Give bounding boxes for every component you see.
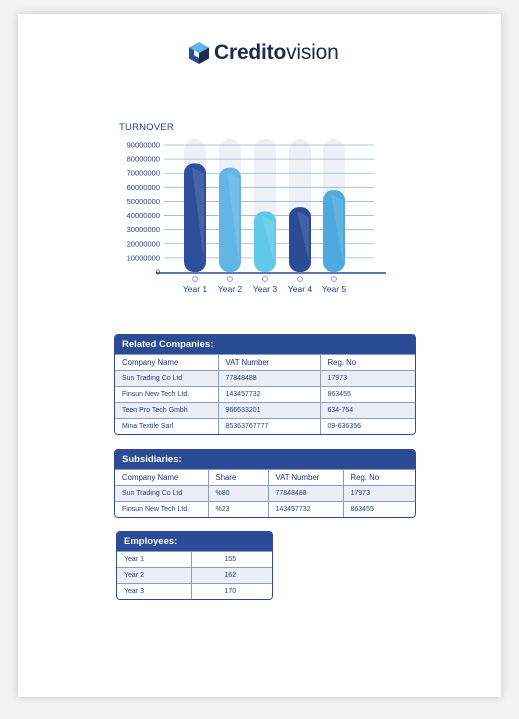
subsidiaries-title: Subsidiaries: [115,450,415,469]
y-tick-label: 40000000 [126,211,160,221]
x-tick-label: Year 3 [252,284,278,294]
column-header: VAT Number [218,355,320,371]
table-cell: Sun Trading Co Ltd [115,371,218,387]
column-header: Reg. No [320,355,415,371]
employees-title: Employees: [117,532,272,551]
y-tick-label: 20000000 [126,239,160,249]
table-cell: 162 [191,568,272,584]
related-companies-table [114,334,416,435]
table-cell: 863455 [343,502,415,518]
employees-table [116,531,273,600]
table-cell: 634-754 [320,403,415,419]
table-cell: 863455 [320,387,415,403]
turnover-chart [18,14,501,314]
column-header: Share [208,470,268,486]
x-tick-marker [332,277,337,282]
table-row [117,584,272,600]
y-tick-label: 60000000 [126,182,160,192]
column-header: VAT Number [268,470,343,486]
table-cell: 77848488 [218,371,320,387]
table-cell: Finsun New Tech Ltd. [115,502,208,518]
y-tick-label: 30000000 [126,225,160,235]
table-cell: 143457732 [268,502,343,518]
table-cell: 85363767777 [218,419,320,435]
table-row [117,568,272,584]
table-row [115,502,415,518]
x-tick-label: Year 4 [287,284,313,294]
report-page [18,14,501,697]
table-cell: Year 1 [117,552,191,568]
x-tick-label: Year 1 [182,284,208,294]
y-tick-label: 10000000 [126,253,160,263]
x-tick-marker [298,277,303,282]
y-tick-label: 90000000 [126,140,160,150]
table-cell: Sun Trading Co Ltd [115,486,208,502]
table-cell: 966633201 [218,403,320,419]
table-cell: 17973 [343,486,415,502]
y-tick-label: 50000000 [126,196,160,206]
table-row [115,403,415,419]
x-tick-marker [193,277,198,282]
table-row [115,419,415,435]
column-header: Company Name [115,470,208,486]
table-row [115,486,415,502]
table-row [115,387,415,403]
brand-name-bold: Credito [214,41,287,64]
column-header: Reg. No [343,470,415,486]
table-cell: Year 3 [117,584,191,600]
table-cell: 155 [191,552,272,568]
chart-title: TURNOVER [119,122,174,133]
y-tick-label: 80000000 [126,154,160,164]
table-header-row [115,470,415,486]
table-row [115,371,415,387]
table-cell: 17973 [320,371,415,387]
x-tick-label: Year 2 [217,284,243,294]
brand-name-regular: vision [286,41,339,64]
table-cell: 170 [191,584,272,600]
x-tick-label: Year 5 [321,284,347,294]
subsidiaries-table [114,449,416,518]
table-cell: Finsun New Tech Ltd. [115,387,218,403]
table-cell: Teen Pro Tech Gmbh [115,403,218,419]
table-cell: %23 [208,502,268,518]
table-header-row [115,355,415,371]
table-cell: 09-636356 [320,419,415,435]
table-cell: Mina Textile Sarl [115,419,218,435]
table-row [117,552,272,568]
table-cell: Year 2 [117,568,191,584]
table-cell: 77848488 [268,486,343,502]
related-companies-title: Related Companies: [115,335,415,354]
y-tick-label: 0 [155,267,160,277]
x-tick-marker [228,277,233,282]
y-tick-label: 70000000 [126,168,160,178]
column-header: Company Name [115,355,218,371]
x-tick-marker [263,277,268,282]
table-cell: 143457732 [218,387,320,403]
table-cell: %80 [208,486,268,502]
